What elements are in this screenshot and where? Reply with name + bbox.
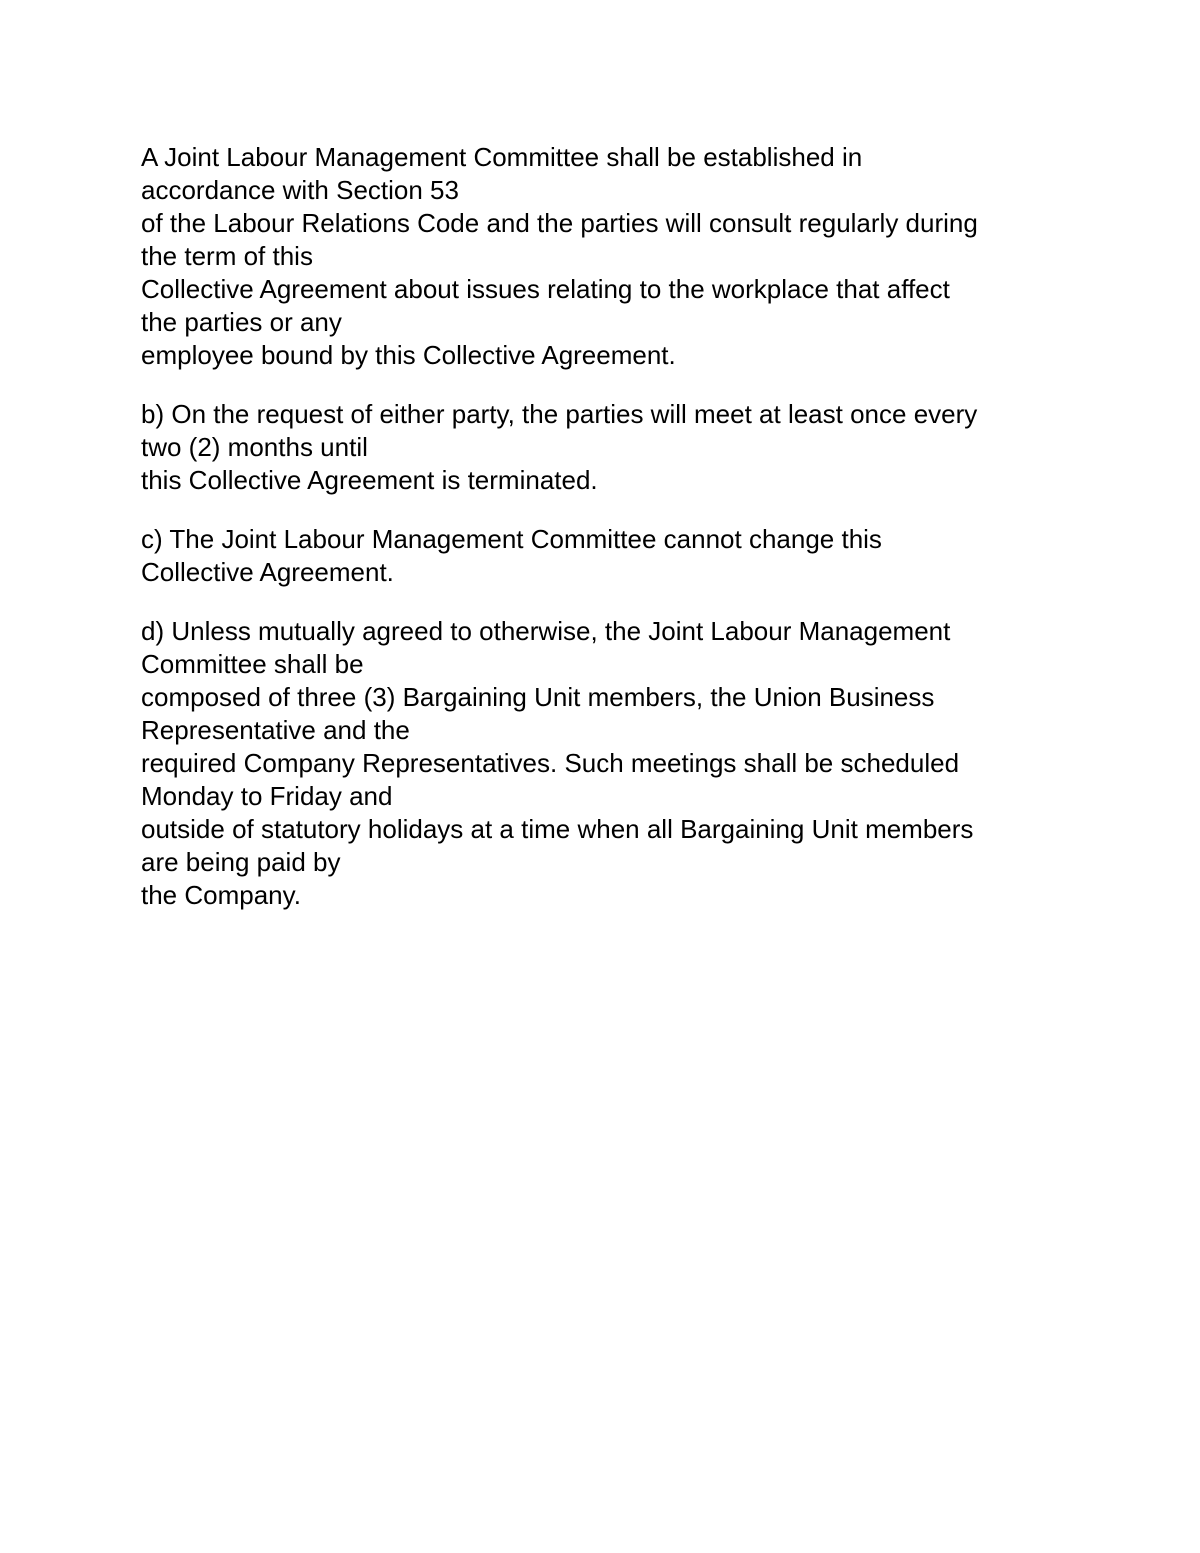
paragraph-b bbox=[141, 398, 1101, 497]
text-line: of the Labour Relations Code and the parties will consult regularly during bbox=[141, 208, 978, 238]
text-line: Collective Agreement about issues relating to the workplace that affect bbox=[141, 274, 950, 304]
text-line: Monday to Friday and bbox=[141, 781, 393, 811]
text-line: this Collective Agreement is terminated. bbox=[141, 465, 598, 495]
text-line: Committee shall be bbox=[141, 649, 364, 679]
text-line: d) Unless mutually agreed to otherwise, the Joint Labour Management bbox=[141, 616, 951, 646]
text-line: Collective Agreement. bbox=[141, 557, 394, 587]
text-line: the Company. bbox=[141, 880, 301, 910]
text-line: the term of this bbox=[141, 241, 313, 271]
paragraph-c bbox=[141, 523, 1101, 589]
text-line: are being paid by bbox=[141, 847, 341, 877]
text-line: employee bound by this Collective Agreement. bbox=[141, 340, 676, 370]
text-line: composed of three (3) Bargaining Unit members, the Union Business bbox=[141, 682, 935, 712]
document-body bbox=[141, 141, 1101, 938]
text-line: A Joint Labour Management Committee shall be established in bbox=[141, 142, 863, 172]
text-line: outside of statutory holidays at a time when all Bargaining Unit members bbox=[141, 814, 974, 844]
text-line: b) On the request of either party, the parties will meet at least once every bbox=[141, 399, 978, 429]
text-line: accordance with Section 53 bbox=[141, 175, 459, 205]
text-line: two (2) months until bbox=[141, 432, 368, 462]
text-line: required Company Representatives. Such meetings shall be scheduled bbox=[141, 748, 960, 778]
text-line: the parties or any bbox=[141, 307, 342, 337]
text-line: Representative and the bbox=[141, 715, 410, 745]
paragraph-a bbox=[141, 141, 1101, 372]
paragraph-d bbox=[141, 615, 1101, 912]
text-line: c) The Joint Labour Management Committee cannot change this bbox=[141, 524, 882, 554]
